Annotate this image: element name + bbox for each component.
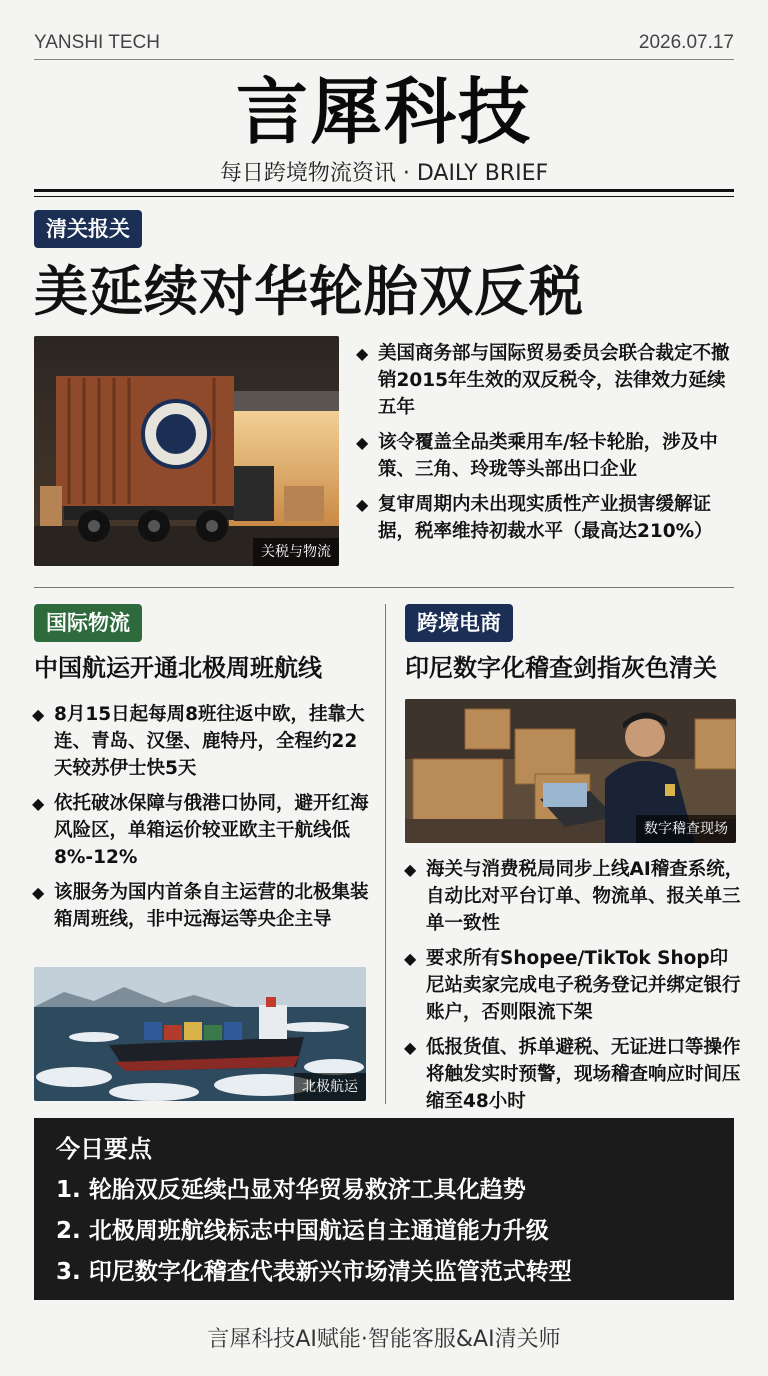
masthead-rule-thick: [34, 189, 734, 192]
key-points-title: 今日要点: [56, 1135, 152, 1163]
container-truck-illustration: [34, 336, 339, 566]
footer-tagline: 言犀科技AI赋能·智能客服&AI清关师: [207, 1327, 561, 1352]
masthead-title: 言犀科技: [235, 69, 532, 154]
right-photo: [405, 699, 736, 843]
right-bullet: ◆ 低报货值、拆单避税、无证进口等操作将触发实时预警，现场稽查响应时间压缩至48小时: [404, 1034, 744, 1115]
right-photo-caption: 数字稽查现场: [636, 815, 736, 843]
left-bullet-list: [32, 701, 372, 941]
section-divider: [34, 587, 734, 588]
key-point-item: 1. 轮胎双反延续凸显对华贸易救济工具化趋势: [56, 1177, 526, 1203]
right-bullet: ◆ 海关与消费税局同步上线AI稽查系统，自动比对平台订单、物流单、报关单三单一致性: [404, 856, 744, 937]
right-bullet-list: [404, 856, 744, 1123]
right-article-title: 印尼数字化稽查剑指灰色清关: [405, 654, 717, 682]
left-category-tag: 国际物流: [34, 604, 142, 642]
left-bullet: ◆ 该服务为国内首条自主运营的北极集装箱周班线，非中远海运等央企主导: [32, 879, 372, 933]
column-divider: [385, 604, 386, 1104]
lead-photo-caption: 关税与物流: [253, 538, 339, 566]
lead-bullet: ◆ 美国商务部与国际贸易委员会联合裁定不撤销2015年生效的双反税令，法律效力延续五年: [356, 340, 741, 421]
right-bullet: ◆ 要求所有Shopee/TikTok Shop印尼站卖家完成电子税务登记并绑定银行账户，否则限流下架: [404, 945, 744, 1026]
left-bullet: ◆ 依托破冰保障与俄港口协同，避开红海风险区，单箱运价较亚欧主干航线低8%-12%: [32, 790, 372, 871]
left-bullet: ◆ 8月15日起每周8班往返中欧，挂靠大连、青岛、汉堡、鹿特丹，全程约22天较苏伊士快5天: [32, 701, 372, 782]
masthead-subtitle: 每日跨境物流资讯 · DAILY BRIEF: [219, 161, 549, 186]
brand-name: YANSHI TECH: [34, 31, 160, 53]
left-photo-caption: 北极航运: [294, 1073, 366, 1101]
lead-photo: [34, 336, 339, 566]
key-points-box: [34, 1118, 734, 1300]
top-bar: [34, 30, 734, 60]
issue-date: 2026.07.17: [638, 31, 734, 53]
lead-headline: 美延续对华轮胎双反税: [34, 260, 584, 323]
masthead-rule-thin: [34, 196, 734, 197]
left-photo: [34, 967, 366, 1101]
lead-bullet: ◆ 该令覆盖全品类乘用车/轻卡轮胎，涉及中策、三角、玲珑等头部出口企业: [356, 429, 741, 483]
right-category-tag: 跨境电商: [405, 604, 513, 642]
key-point-item: 2. 北极周班航线标志中国航运自主通道能力升级: [56, 1218, 549, 1244]
key-point-item: 3. 印尼数字化稽查代表新兴市场清关监管范式转型: [56, 1259, 572, 1285]
lead-bullet: ◆ 复审周期内未出现实质性产业损害缓解证据，税率维持初裁水平（最高达210%）: [356, 491, 741, 545]
lead-bullet-list: [356, 340, 741, 553]
lead-category-tag: 清关报关: [34, 210, 142, 248]
left-article-title: 中国航运开通北极周班航线: [34, 654, 322, 682]
